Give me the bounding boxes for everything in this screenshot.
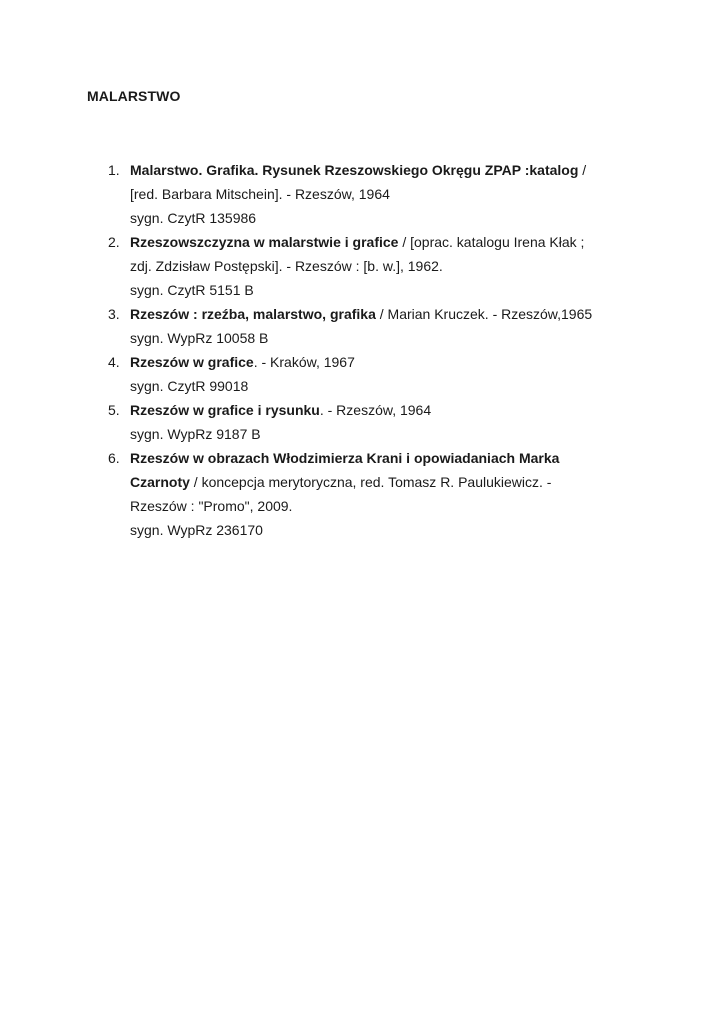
call-number: sygn. CzytR 135986 (130, 210, 257, 226)
entry-title: Czarnoty (130, 474, 190, 490)
item-number: 4. (108, 354, 120, 370)
entry-title: Rzeszów w obrazach Włodzimierza Krani i opowiadaniach Marka (130, 450, 560, 466)
entry-details: / [oprac. katalogu Irena Kłak ; (398, 234, 585, 250)
list-item (108, 350, 648, 398)
entry-title: Malarstwo. Grafika. Rysunek Rzeszowskiego Okręgu ZPAP :katalog (130, 162, 579, 178)
call-number: sygn. WypRz 9187 B (130, 426, 261, 442)
call-number: sygn. CzytR 99018 (130, 378, 249, 394)
entry-details: / Marian Kruczek. - Rzeszów,1965 (375, 306, 593, 322)
entry-title: Rzeszów w grafice i rysunku (130, 402, 320, 418)
list-item (108, 398, 648, 446)
entry-line (130, 158, 648, 182)
entry-details: [red. Barbara Mitschein]. - Rzeszów, 1964 (130, 186, 390, 202)
call-number: sygn. CzytR 5151 B (130, 282, 254, 298)
item-number: 5. (108, 402, 120, 418)
entry-title: Rzeszowszczyzna w malarstwie i grafice (130, 234, 399, 250)
entry-title: Rzeszów : rzeźba, malarstwo, grafika (130, 306, 376, 322)
entry-line (130, 398, 648, 422)
call-number: sygn. WypRz 10058 B (130, 330, 269, 346)
list-item (108, 446, 648, 542)
section-heading: MALARSTWO (87, 88, 181, 104)
list-item (108, 230, 648, 302)
list-item (108, 158, 648, 230)
item-number: 6. (108, 450, 120, 466)
entry-title: Rzeszów w grafice (130, 354, 254, 370)
entry-details: zdj. Zdzisław Postępski]. - Rzeszów : [b. w.], 1962. (130, 258, 443, 274)
entry-details: / koncepcja merytoryczna, red. Tomasz R. Paulukiewicz. - (189, 474, 552, 490)
item-number: 3. (108, 306, 120, 322)
call-number: sygn. WypRz 236170 (130, 522, 263, 538)
entry-details: . - Kraków, 1967 (253, 354, 355, 370)
list-item (108, 302, 648, 350)
item-number: 1. (108, 162, 120, 178)
entry-line (130, 230, 648, 254)
entry-details: / (578, 162, 587, 178)
entry-line (130, 350, 648, 374)
entry-details: Rzeszów : "Promo", 2009. (130, 498, 293, 514)
bibliography-list (108, 158, 648, 542)
entry-line (130, 470, 648, 494)
entry-details: . - Rzeszów, 1964 (319, 402, 432, 418)
entry-line (130, 302, 648, 326)
item-number: 2. (108, 234, 120, 250)
